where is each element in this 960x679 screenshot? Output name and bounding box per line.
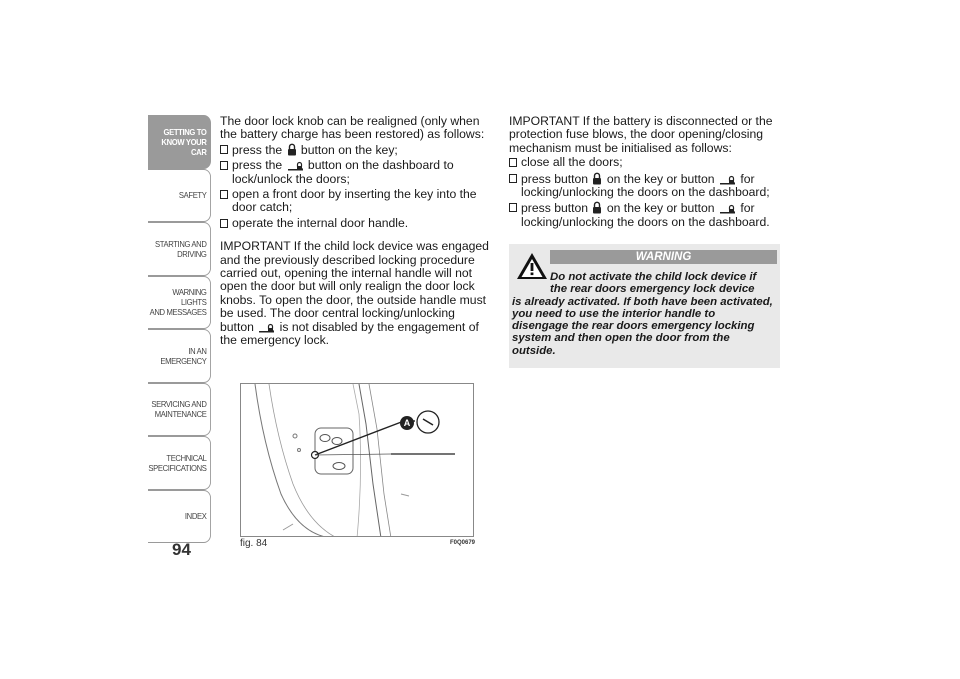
dashboard-lock-button-icon	[287, 160, 304, 171]
tab-warning-lights[interactable]: WARNING LIGHTS AND MESSAGES	[148, 276, 211, 330]
figure-label: fig. 84	[240, 538, 268, 549]
checkbox-bullet-icon	[220, 145, 228, 154]
checkbox-bullet-icon	[509, 158, 517, 167]
checkbox-bullet-icon	[509, 203, 517, 212]
tab-in-an-emergency[interactable]: IN AN EMERGENCY	[148, 329, 211, 383]
warning-text: Do not activate the child lock device if the rear doors emergency lock device is already activated. If both have been activated, you need to use the interior handle to disengage the rear doors emergency locking system and then open the door from the outside.	[512, 271, 773, 357]
important-note: IMPORTANT If the battery is disconnected or the protection fuse blows, the door opening/closing mechanism must be initialised as follows:	[509, 114, 773, 155]
dashboard-lock-button-icon	[258, 322, 275, 333]
intro-text: The door lock knob can be realigned (only when the battery charge has been restored) as follows:	[220, 114, 485, 142]
list-item: press button on the key or button for locking/unlocking the doors on the dashboard.	[509, 201, 781, 229]
tab-technical-specifications[interactable]: TECHNICAL SPECIFICATIONS	[148, 436, 211, 490]
list-item: press the button on the dashboard to lock/unlock the doors;	[220, 159, 492, 186]
door-illustration	[241, 384, 474, 537]
right-column	[509, 115, 781, 229]
page-number: 94	[172, 540, 191, 559]
key-lock-icon	[592, 201, 602, 214]
tab-starting-and-driving[interactable]: STARTING AND DRIVING	[148, 222, 211, 276]
dashboard-lock-button-icon	[719, 174, 736, 185]
list-item: open a front door by inserting the key into the door catch;	[220, 188, 492, 215]
checkbox-bullet-icon	[509, 174, 517, 183]
door-lock-figure	[240, 383, 474, 537]
warning-title: WARNING	[550, 250, 777, 264]
tab-getting-to-know-your-car[interactable]: GETTING TO KNOW YOUR CAR	[148, 115, 211, 169]
checkbox-bullet-icon	[220, 161, 228, 170]
tab-servicing-and-maintenance[interactable]: SERVICING AND MAINTENANCE	[148, 383, 211, 437]
list-item: press button on the key or button for locking/unlocking the doors on the dashboard;	[509, 172, 781, 200]
warning-box	[509, 244, 780, 368]
chapter-tabs	[141, 115, 211, 543]
list-item: operate the internal door handle.	[220, 217, 492, 230]
key-lock-icon	[287, 143, 297, 156]
left-column	[220, 115, 492, 348]
callout-a: A	[400, 416, 414, 430]
figure-code: F0Q0679	[450, 540, 476, 546]
important-note: IMPORTANT If the child lock device was engaged and the previously described locking procedure carried out, opening the internal handle will not open the door but will only realign the door lock knobs. To open the door, the outside handle must be used. The door central locking/unlocking button is not disabled by the engagement of the emergency lock.	[220, 239, 489, 348]
checkbox-bullet-icon	[220, 219, 228, 228]
key-lock-icon	[592, 172, 602, 185]
tab-index[interactable]: INDEX	[148, 490, 211, 544]
checkbox-bullet-icon	[220, 190, 228, 199]
tab-safety[interactable]: SAFETY	[148, 169, 211, 223]
dashboard-lock-button-icon	[719, 203, 736, 214]
list-item: close all the doors;	[509, 156, 781, 169]
list-item: press the button on the key;	[220, 143, 492, 157]
